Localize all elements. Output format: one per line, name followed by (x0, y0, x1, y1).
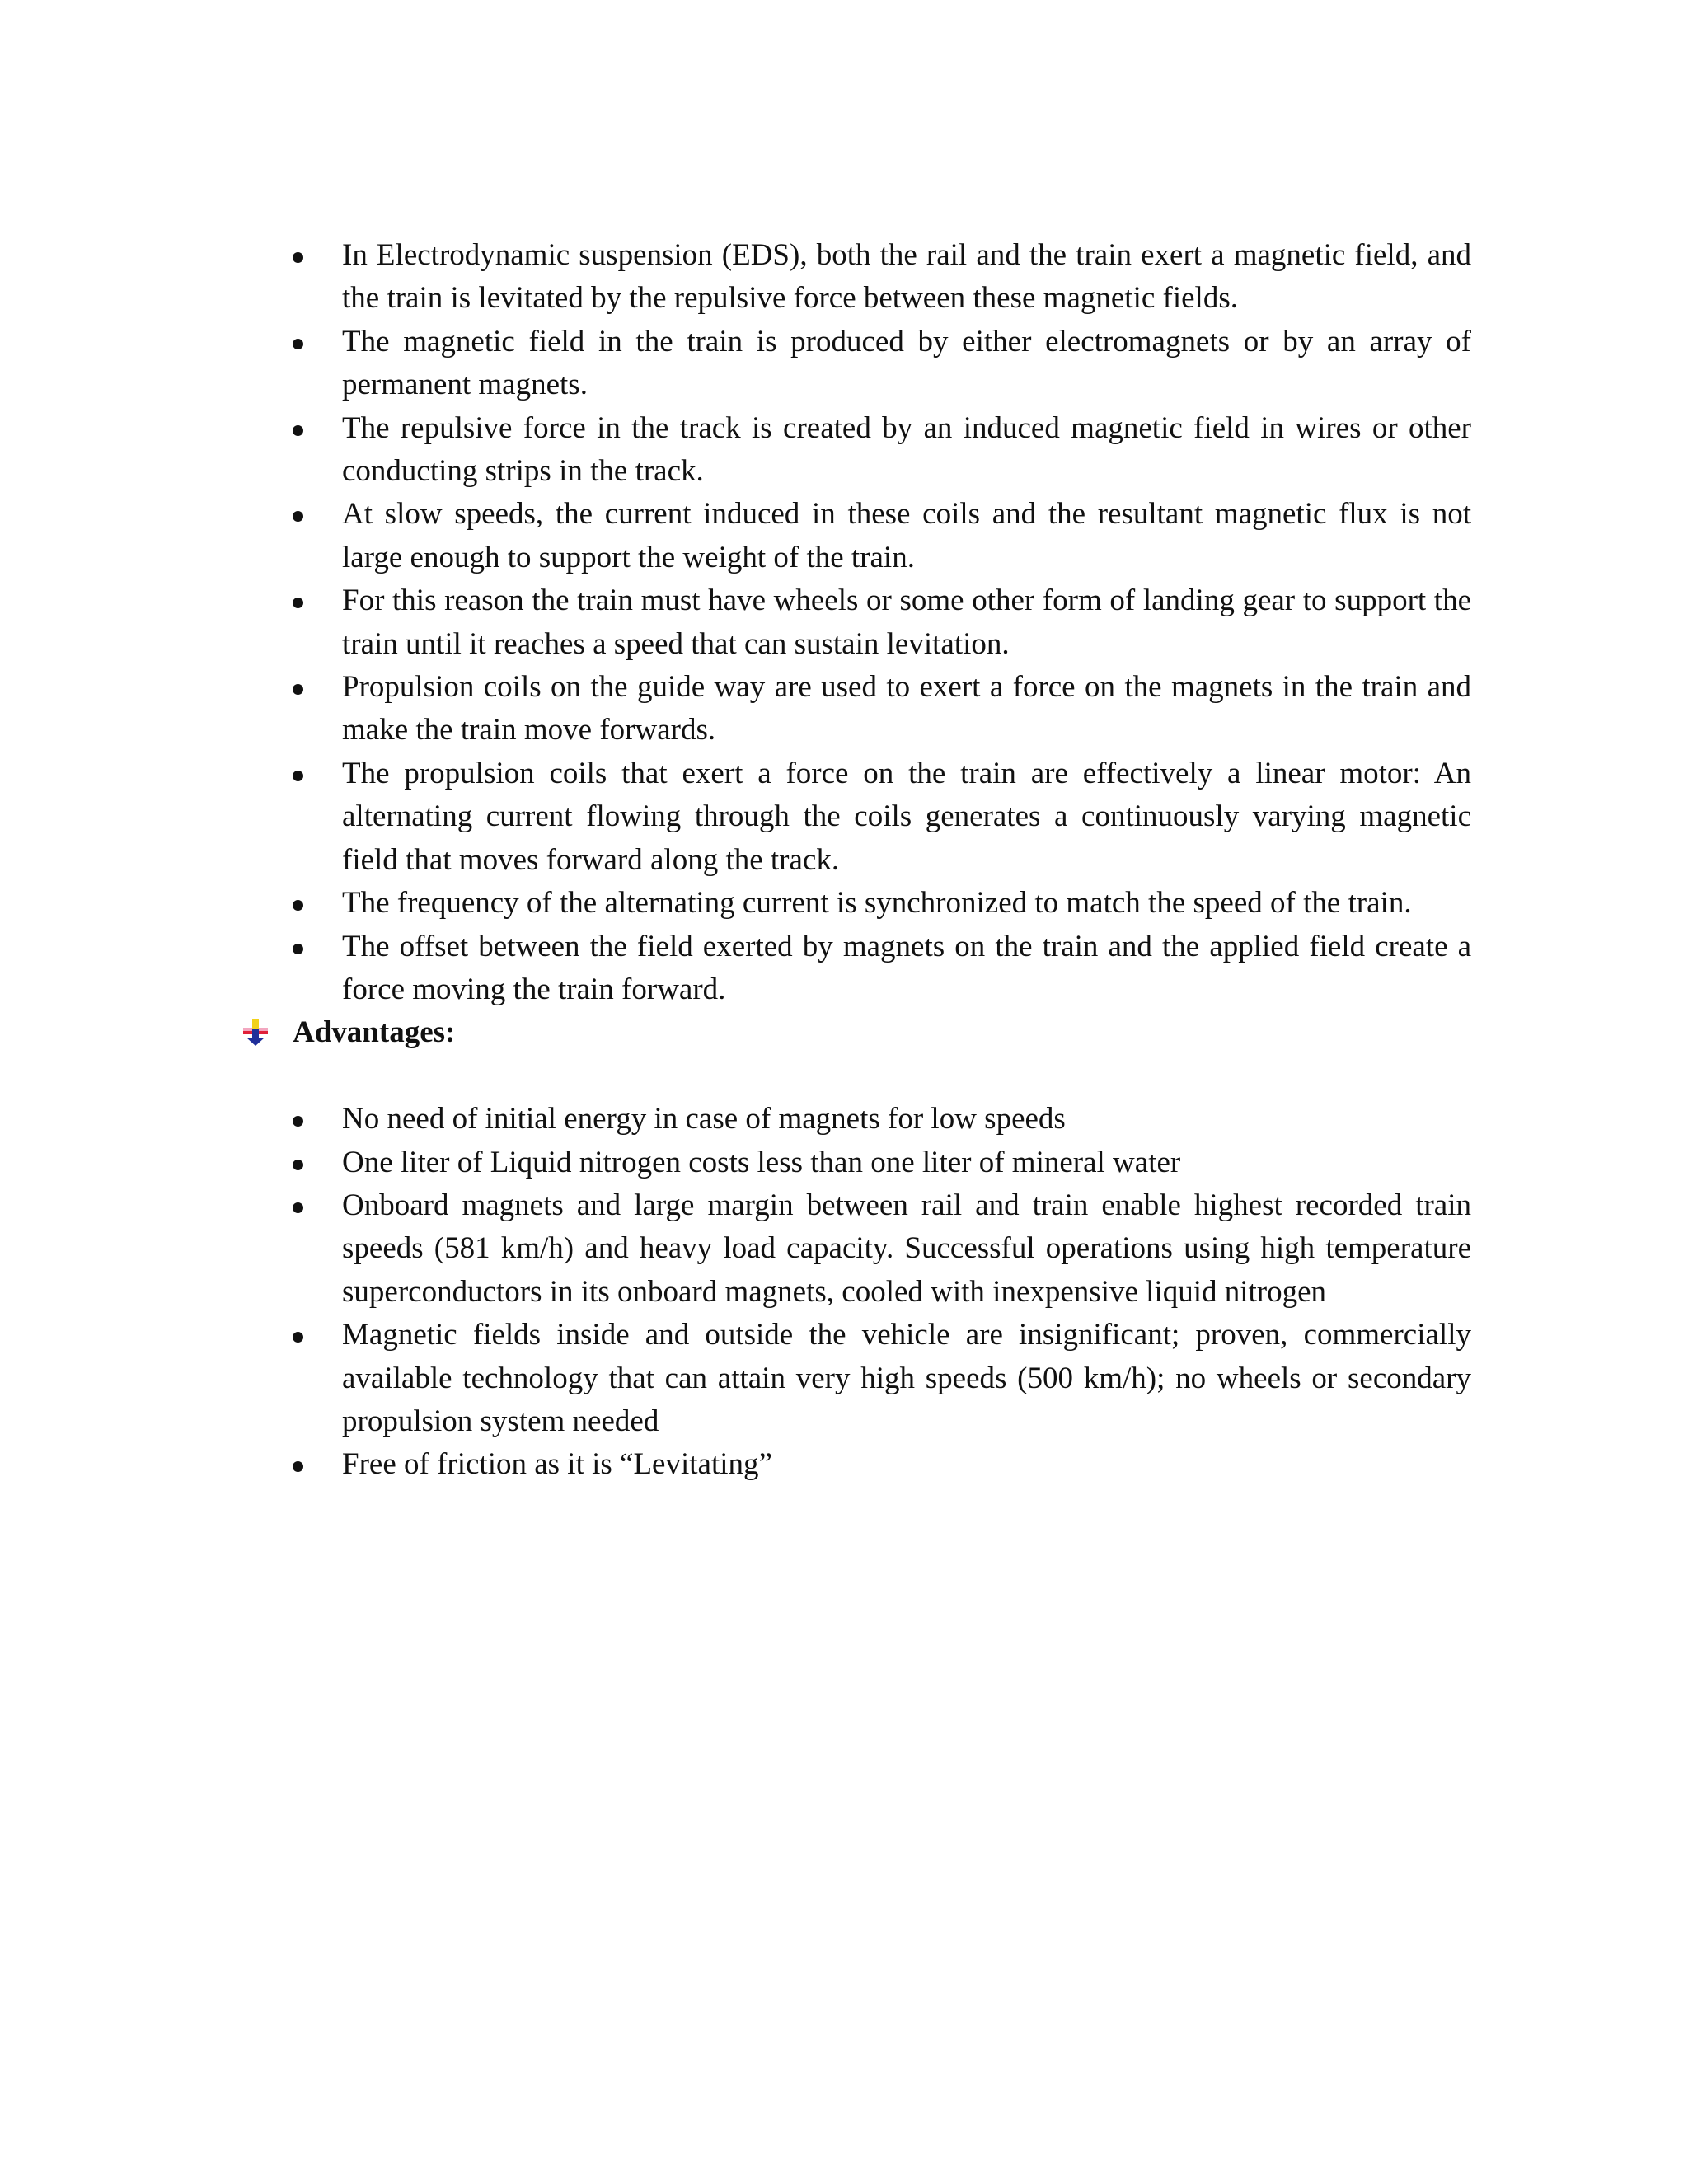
list-item (293, 882, 1471, 925)
bullet-icon (293, 511, 303, 522)
bullet-icon (293, 684, 303, 695)
list-item-text: Magnetic fields inside and outside the vehicle are insignificant; proven, commercially available technology that can attain very high speeds (500 km/h); no wheels or secondary propulsion system needed (342, 1318, 1471, 1438)
bullet-icon (293, 425, 303, 436)
list-item (293, 1443, 1471, 1486)
bullet-icon (293, 339, 303, 349)
bullet-icon (293, 900, 303, 911)
list-item (293, 493, 1471, 579)
bullet-icon (293, 252, 303, 263)
bullet-icon (293, 944, 303, 954)
blank-line (293, 1055, 1471, 1098)
bullet-icon (293, 598, 303, 608)
advantages-heading-text: Advantages: (293, 1015, 456, 1050)
list-item-text: Onboard magnets and large margin between rail and train enable highest recorded train speeds (581 km/h) and heavy load capacity. Successful operations using high temperature superconductors in its onboard magnets, cooled with inexpensive liquid nitrogen (342, 1188, 1471, 1309)
list-item-text: Free of friction as it is “Levitating” (342, 1447, 772, 1482)
bullet-icon (293, 1202, 303, 1213)
list-item-text: In Electrodynamic suspension (EDS), both the rail and the train exert a magnetic field, and the train is levitated by the repulsive force between these magnetic fields. (342, 238, 1471, 316)
list-item-text: The offset between the field exerted by magnets on the train and the applied field create a force moving the train forward. (342, 929, 1471, 1006)
list-item (293, 321, 1471, 407)
list-item-text: At slow speeds, the current induced in these coils and the resultant magnetic flux is not large enough to support the weight of the train. (342, 497, 1471, 574)
bullet-icon (293, 771, 303, 781)
list-item-text: For this reason the train must have wheels or some other form of landing gear to support the train until it reaches a speed that can sustain levitation. (342, 583, 1471, 661)
list-item (293, 407, 1471, 494)
list-item (293, 1098, 1471, 1141)
list-item-text: The frequency of the alternating current is synchronized to match the speed of the train. (342, 886, 1412, 921)
list-item-text: One liter of Liquid nitrogen costs less than one liter of mineral water (342, 1145, 1181, 1179)
list-item (293, 666, 1471, 752)
list-item-text: The magnetic field in the train is produced by either electromagnets or by an array of permanent magnets. (342, 324, 1471, 402)
arrow-down-icon (243, 1019, 268, 1046)
advantages-bullet-list (293, 1098, 1471, 1487)
bullet-icon (293, 1332, 303, 1343)
list-item (293, 1184, 1471, 1314)
list-item (293, 234, 1471, 321)
bullet-icon (293, 1461, 303, 1472)
eds-bullet-list (293, 234, 1471, 1011)
list-item-text: No need of initial energy in case of magnets for low speeds (342, 1102, 1066, 1137)
advantages-heading (243, 1011, 1471, 1054)
list-item-text: The propulsion coils that exert a force on the train are effectively a linear motor: An alternating current flowing through the coils generates a continuously varying magnetic field that moves forward along the track. (342, 756, 1471, 877)
list-item (293, 1314, 1471, 1443)
list-item (293, 752, 1471, 882)
bullet-icon (293, 1160, 303, 1170)
bullet-icon (293, 1116, 303, 1127)
list-item-text: The repulsive force in the track is created by an induced magnetic field in wires or other conducting strips in the track. (342, 410, 1471, 489)
list-item (293, 1141, 1471, 1184)
list-item (293, 926, 1471, 1012)
page-content (293, 234, 1471, 1487)
list-item (293, 579, 1471, 666)
list-item-text: Propulsion coils on the guide way are used to exert a force on the magnets in the train and make the train move forwards. (342, 670, 1471, 748)
